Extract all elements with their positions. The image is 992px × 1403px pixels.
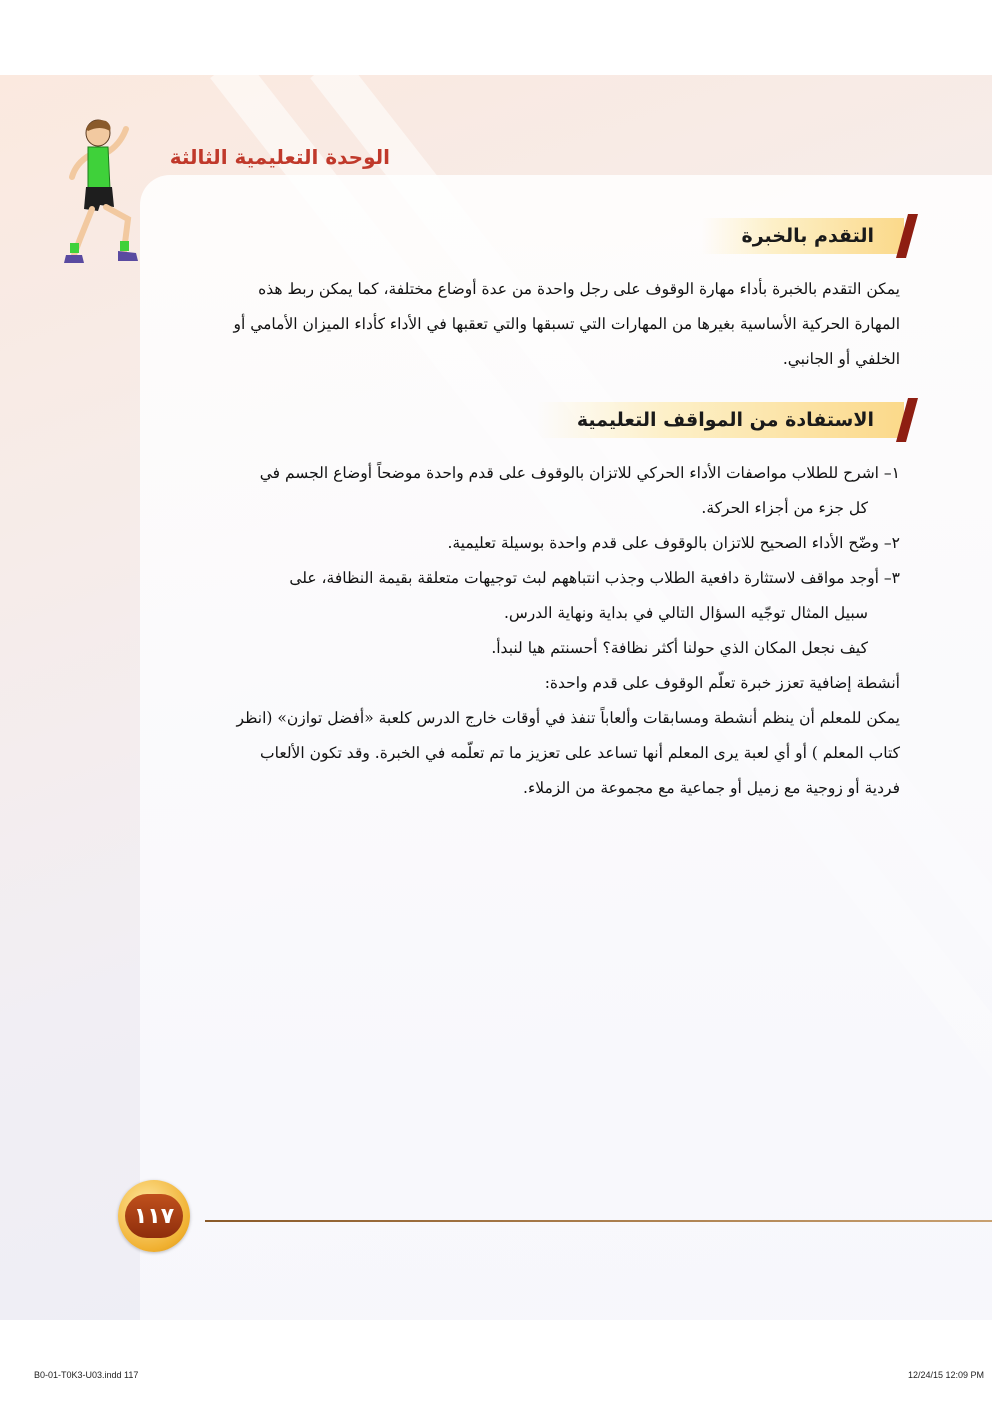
paragraph-line: كتاب المعلم ) أو أي لعبة يرى المعلم أنها تساعد على تعزيز ما تم تعلّمه في الخبرة. وقد تكون الألعاب [260, 744, 900, 762]
section-body-learning-situations [138, 456, 900, 806]
page-number-badge [118, 1180, 190, 1252]
section-body-experience [138, 272, 900, 377]
section-heading-label: التقدم بالخبرة [702, 218, 904, 254]
print-slug-timestamp: 12/24/15 12:09 PM [907, 1370, 984, 1380]
paragraph-line: فردية أو زوجية مع زميل أو جماعية مع مجموعة من الزملاء. [523, 779, 900, 797]
print-slug-file: B0-01-T0K3-U03.indd 117 [34, 1370, 139, 1380]
subheading-line: أنشطة إضافية تعزز خبرة تعلّم الوقوف على قدم واحدة: [544, 674, 900, 692]
paragraph-line: الخلفي أو الجانبي. [782, 350, 900, 368]
page-number: ١١٧ [125, 1194, 183, 1238]
unit-title: الوحدة التعليمية الثالثة [169, 145, 390, 169]
list-item-line: كل جزء من أجزاء الحركة. [701, 499, 868, 517]
list-item-line: ٢– وضّح الأداء الصحيح للاتزان بالوقوف على قدم واحدة بوسيلة تعليمية. [447, 534, 900, 552]
list-item-line: سبيل المثال توجّيه السؤال التالي في بداية ونهاية الدرس. [503, 604, 868, 622]
section-heading-experience [702, 214, 904, 258]
runner-illustration [48, 115, 148, 275]
paragraph-line: المهارة الحركية الأساسية بغيرها من المهارات التي تسبقها والتي تعقبها في الأداء كأداء الميزان الأمامي أو [233, 315, 900, 333]
footer-rule [205, 1220, 992, 1222]
paragraph-line: يمكن للمعلم أن ينظم أنشطة ومسابقات وألعاباً تنفذ في أوقات خارج الدرس كلعبة «أفضل توازن» (انظر [236, 709, 900, 727]
paragraph-line: يمكن التقدم بالخبرة بأداء مهارة الوقوف على رجل واحدة من عدة أوضاع مختلفة، كما يمكن ربط هذه [258, 280, 900, 298]
list-item-line: ١– اشرح للطلاب مواصفات الأداء الحركي للاتزان بالوقوف على قدم واحدة موضحاً أوضاع الجسم في [259, 464, 900, 482]
question-line: كيف نجعل المكان الذي حولنا أكثر نظافة؟ أحسنتم هيا لنبدأ. [491, 639, 868, 657]
heading-slash-icon [896, 214, 918, 258]
section-heading-learning-situations [537, 398, 904, 442]
list-item-line: ٣– أوجد مواقف لاستثارة دافعية الطلاب وجذب انتباههم لبث توجيهات متعلقة بقيمة النظافة، على [289, 569, 900, 587]
section-heading-label: الاستفادة من المواقف التعليمية [537, 402, 904, 438]
heading-slash-icon [896, 398, 918, 442]
